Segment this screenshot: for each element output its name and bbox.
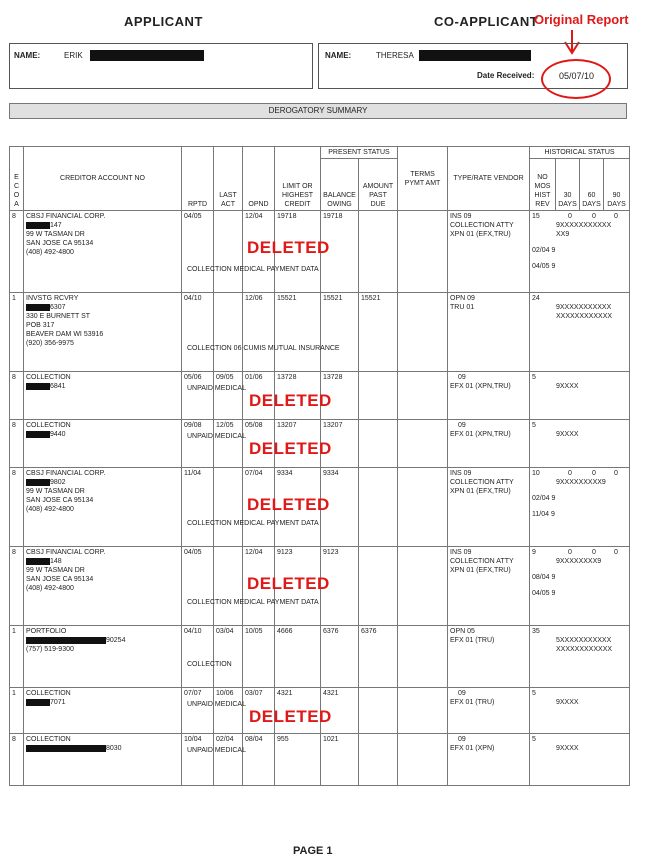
cell-opnd: 08/04 xyxy=(243,734,275,786)
col-present-status: PRESENT STATUS xyxy=(321,147,398,159)
cell-balance: 4321 xyxy=(321,688,359,734)
type-rate-line: INS 09 xyxy=(450,549,472,556)
type-rate-line: 09 xyxy=(458,374,466,381)
cell-last-act xyxy=(214,211,243,293)
cell-last-act: 10/06 xyxy=(214,688,243,734)
col-60-days: 60 DAYS xyxy=(580,159,604,211)
remark-text: COLLECTION 06 CUMIS MUTUAL INSURANCE xyxy=(187,345,340,352)
history-counts: 9 0 0 0 xyxy=(532,549,618,556)
redaction-bar xyxy=(90,50,204,61)
account-number: 8030 xyxy=(26,744,179,753)
remark-text: UNPAID MEDICAL xyxy=(187,433,246,440)
cell-rptd: 04/05 xyxy=(182,211,214,293)
cell-limit: 9123 xyxy=(275,547,321,626)
applicant-box xyxy=(9,43,313,89)
history-grid: 9XXXXXXXXXXX xyxy=(556,222,612,229)
deleted-stamp: DELETED xyxy=(249,439,332,458)
history-counts: 5 xyxy=(532,422,536,429)
cell-type-rate xyxy=(448,688,530,734)
type-rate-line: EFX 01 (TRU) xyxy=(450,699,495,706)
creditor-line: CBSJ FINANCIAL CORP. xyxy=(26,470,106,477)
creditor-line: SAN JOSE CA 95134 xyxy=(26,497,94,504)
table-row xyxy=(10,626,630,688)
cell-rptd: 04/05 xyxy=(182,547,214,626)
cell-ecoa: 8 xyxy=(10,420,24,468)
creditor-line: (408) 492-4800 xyxy=(26,585,74,592)
cell-balance: 9334 xyxy=(321,468,359,547)
cell-opnd: 10/05 xyxy=(243,626,275,688)
cell-limit: 19718 xyxy=(275,211,321,293)
cell-opnd: 01/06 xyxy=(243,372,275,420)
creditor-line: 330 E BURNETT ST xyxy=(26,313,91,320)
cell-ecoa: 1 xyxy=(10,626,24,688)
cell-terms xyxy=(398,420,448,468)
account-number: 147 xyxy=(26,221,179,230)
redaction-bar xyxy=(26,383,50,390)
cell-type-rate xyxy=(448,372,530,420)
type-rate-line: COLLECTION ATTY xyxy=(450,558,514,565)
history-counts: 5 xyxy=(532,736,536,743)
type-rate-line: EFX 01 (TRU) xyxy=(450,637,495,644)
col-amount-past-due: AMOUNT PAST DUE xyxy=(359,159,398,211)
col-no-mos: NO MOS HIST REV xyxy=(530,159,556,211)
cell-opnd: 07/04 xyxy=(243,468,275,547)
history-date: 02/04 9 xyxy=(532,495,556,502)
cell-last-act xyxy=(214,547,243,626)
type-rate-line: XPN 01 (EFX,TRU) xyxy=(450,488,511,495)
cell-last-act: 03/04 xyxy=(214,626,243,688)
creditor-line: (408) 492-4800 xyxy=(26,506,74,513)
coapplicant-title: CO-APPLICANT xyxy=(434,14,539,29)
redaction-bar xyxy=(26,222,50,229)
cell-rptd: 10/04 xyxy=(182,734,214,786)
col-30-days: 30 DAYS xyxy=(556,159,580,211)
col-limit: LIMIT OR HIGHEST CREDIT xyxy=(275,147,321,211)
cell-past-due xyxy=(359,372,398,420)
page-number: PAGE 1 xyxy=(293,845,333,857)
deleted-stamp: DELETED xyxy=(247,574,330,593)
cell-opnd: 12/06 xyxy=(243,293,275,372)
history-counts: 5 xyxy=(532,690,536,697)
history-grid: 5XXXXXXXXXXX xyxy=(556,637,612,644)
section-title: DEROGATORY SUMMARY xyxy=(9,103,627,119)
redaction-bar xyxy=(26,304,50,311)
col-terms: TERMS PYMT AMT xyxy=(398,147,448,211)
history-grid: 9XXXX xyxy=(556,383,579,390)
cell-balance: 6376 xyxy=(321,626,359,688)
coapplicant-name-label: NAME: xyxy=(325,51,352,60)
history-date: 04/05 9 xyxy=(532,263,556,270)
deleted-stamp: DELETED xyxy=(249,391,332,410)
cell-historical xyxy=(530,626,630,688)
cell-terms xyxy=(398,211,448,293)
cell-creditor xyxy=(24,468,182,547)
col-historical-status: HISTORICAL STATUS xyxy=(530,147,630,159)
applicant-title: APPLICANT xyxy=(124,14,203,29)
redaction-bar xyxy=(26,431,50,438)
creditor-line: SAN JOSE CA 95134 xyxy=(26,240,94,247)
cell-type-rate xyxy=(448,293,530,372)
redaction-bar xyxy=(26,699,50,706)
col-type-rate: TYPE/RATE VENDOR xyxy=(448,147,530,211)
cell-rptd: 07/07 xyxy=(182,688,214,734)
cell-opnd: 05/08 xyxy=(243,420,275,468)
date-highlight-circle xyxy=(541,59,611,99)
creditor-line: COLLECTION xyxy=(26,422,71,429)
cell-past-due xyxy=(359,734,398,786)
cell-opnd: 03/07 xyxy=(243,688,275,734)
type-rate-line: 09 xyxy=(458,690,466,697)
original-report-annotation: Original Report xyxy=(534,12,629,27)
cell-ecoa: 8 xyxy=(10,372,24,420)
cell-historical xyxy=(530,468,630,547)
type-rate-line: COLLECTION ATTY xyxy=(450,222,514,229)
creditor-line: COLLECTION xyxy=(26,690,71,697)
cell-type-rate xyxy=(448,468,530,547)
creditor-line: 99 W TASMAN DR xyxy=(26,231,85,238)
history-date: 11/04 9 xyxy=(532,511,555,518)
cell-terms xyxy=(398,293,448,372)
history-grid: 9XXXXXXXXXXX xyxy=(556,304,612,311)
history-date: 04/05 9 xyxy=(532,590,556,597)
creditor-line: COLLECTION xyxy=(26,736,71,743)
creditor-line: PORTFOLIO xyxy=(26,628,67,635)
cell-historical xyxy=(530,688,630,734)
cell-terms xyxy=(398,688,448,734)
date-received: 05/07/10 xyxy=(559,71,595,81)
cell-rptd: 05/06 xyxy=(182,372,214,420)
history-grid: XXXXXXXXXXXX xyxy=(556,313,613,320)
history-date: 08/04 9 xyxy=(532,574,556,581)
cell-type-rate xyxy=(448,734,530,786)
cell-opnd: 12/04 xyxy=(243,547,275,626)
remark-text: COLLECTION MEDICAL PAYMENT DATA xyxy=(187,599,319,606)
cell-historical xyxy=(530,372,630,420)
creditor-line: (757) 519-9300 xyxy=(26,646,74,653)
cell-ecoa: 8 xyxy=(10,211,24,293)
creditor-line: (408) 492-4800 xyxy=(26,249,74,256)
creditor-line: CBSJ FINANCIAL CORP. xyxy=(26,549,106,556)
history-grid: XX9 xyxy=(556,231,570,238)
table-row xyxy=(10,293,630,372)
redaction-bar xyxy=(26,479,50,486)
cell-balance: 1021 xyxy=(321,734,359,786)
remark-text: COLLECTION xyxy=(187,661,232,668)
deleted-stamp: DELETED xyxy=(247,238,330,257)
cell-past-due: 15521 xyxy=(359,293,398,372)
cell-terms xyxy=(398,468,448,547)
cell-opnd: 12/04 xyxy=(243,211,275,293)
account-number: 9802 xyxy=(26,478,179,487)
type-rate-line: 09 xyxy=(458,736,466,743)
type-rate-line: INS 09 xyxy=(450,213,472,220)
cell-terms xyxy=(398,734,448,786)
account-number: 6307 xyxy=(26,303,179,312)
redaction-bar xyxy=(26,637,106,644)
creditor-line: POB 317 xyxy=(26,322,55,329)
cell-past-due xyxy=(359,211,398,293)
cell-past-due xyxy=(359,420,398,468)
creditor-line: 99 W TASMAN DR xyxy=(26,567,85,574)
deleted-stamp: DELETED xyxy=(249,707,332,726)
cell-limit: 15521 xyxy=(275,293,321,372)
cell-ecoa: 1 xyxy=(10,688,24,734)
cell-historical xyxy=(530,211,630,293)
cell-past-due xyxy=(359,547,398,626)
cell-creditor xyxy=(24,211,182,293)
account-number: 6841 xyxy=(26,382,179,391)
cell-historical xyxy=(530,420,630,468)
cell-type-rate xyxy=(448,211,530,293)
cell-type-rate xyxy=(448,626,530,688)
cell-balance: 13728 xyxy=(321,372,359,420)
col-creditor: CREDITOR ACCOUNT NO xyxy=(24,147,182,211)
type-rate-line: OPN 05 xyxy=(450,628,475,635)
cell-ecoa: 8 xyxy=(10,547,24,626)
cell-limit: 13207 xyxy=(275,420,321,468)
account-number: 7071 xyxy=(26,698,179,707)
type-rate-line: EFX 01 (XPN,TRU) xyxy=(450,383,511,390)
cell-last-act: 02/04 xyxy=(214,734,243,786)
type-rate-line: OPN 09 xyxy=(450,295,475,302)
cell-creditor xyxy=(24,372,182,420)
cell-ecoa: 1 xyxy=(10,293,24,372)
cell-limit: 4321 xyxy=(275,688,321,734)
coapplicant-name: THERESA xyxy=(376,51,414,60)
history-counts: 24 xyxy=(532,295,540,302)
cell-creditor xyxy=(24,293,182,372)
creditor-line: SAN JOSE CA 95134 xyxy=(26,576,94,583)
type-rate-line: EFX 01 (XPN) xyxy=(450,745,495,752)
cell-past-due xyxy=(359,688,398,734)
col-ecoa: E C O A xyxy=(10,147,24,211)
type-rate-line: INS 09 xyxy=(450,470,472,477)
type-rate-line: XPN 01 (EFX,TRU) xyxy=(450,567,511,574)
redaction-bar xyxy=(26,558,50,565)
cell-limit: 9334 xyxy=(275,468,321,547)
cell-rptd: 04/10 xyxy=(182,626,214,688)
cell-past-due xyxy=(359,468,398,547)
redaction-bar xyxy=(26,745,106,752)
type-rate-line: EFX 01 (XPN,TRU) xyxy=(450,431,511,438)
col-90-days: 90 DAYS xyxy=(604,159,630,211)
cell-limit: 955 xyxy=(275,734,321,786)
creditor-line: COLLECTION xyxy=(26,374,71,381)
account-number: 9440 xyxy=(26,430,179,439)
col-rptd: RPTD xyxy=(182,147,214,211)
cell-ecoa: 8 xyxy=(10,468,24,547)
cell-type-rate xyxy=(448,547,530,626)
cell-last-act: 12/05 xyxy=(214,420,243,468)
cell-creditor xyxy=(24,734,182,786)
cell-historical xyxy=(530,734,630,786)
cell-terms xyxy=(398,547,448,626)
cell-last-act: 09/05 xyxy=(214,372,243,420)
history-grid: 9XXXX xyxy=(556,431,579,438)
col-balance: BALANCE OWING xyxy=(321,159,359,211)
creditor-line: INVSTG RCVRY xyxy=(26,295,79,302)
history-counts: 5 xyxy=(532,374,536,381)
cell-limit: 13728 xyxy=(275,372,321,420)
cell-type-rate xyxy=(448,420,530,468)
cell-balance: 9123 xyxy=(321,547,359,626)
table-row xyxy=(10,734,630,786)
cell-balance: 19718 xyxy=(321,211,359,293)
cell-ecoa: 8 xyxy=(10,734,24,786)
cell-historical xyxy=(530,547,630,626)
deleted-stamp: DELETED xyxy=(247,495,330,514)
cell-rptd: 04/10 xyxy=(182,293,214,372)
date-received-label: Date Received: xyxy=(477,71,535,80)
remark-text: UNPAID MEDICAL xyxy=(187,747,246,754)
col-last-act: LAST ACT xyxy=(214,147,243,211)
cell-creditor xyxy=(24,626,182,688)
applicant-name: ERIK xyxy=(64,51,83,60)
creditor-line: BEAVER DAM WI 53916 xyxy=(26,331,104,338)
creditor-line: 99 W TASMAN DR xyxy=(26,488,85,495)
col-opnd: OPND xyxy=(243,147,275,211)
type-rate-line: 09 xyxy=(458,422,466,429)
history-counts: 35 xyxy=(532,628,540,635)
redaction-bar xyxy=(419,50,531,61)
cell-terms xyxy=(398,626,448,688)
history-date: 02/04 9 xyxy=(532,247,556,254)
cell-creditor xyxy=(24,420,182,468)
cell-creditor xyxy=(24,688,182,734)
cell-last-act xyxy=(214,468,243,547)
remark-text: UNPAID MEDICAL xyxy=(187,701,246,708)
account-number: 148 xyxy=(26,557,179,566)
history-grid: 9XXXX xyxy=(556,699,579,706)
cell-creditor xyxy=(24,547,182,626)
history-grid: XXXXXXXXXXXX xyxy=(556,646,613,653)
account-number: 90254 xyxy=(26,636,179,645)
cell-balance: 13207 xyxy=(321,420,359,468)
cell-rptd: 11/04 xyxy=(182,468,214,547)
remark-text: COLLECTION MEDICAL PAYMENT DATA xyxy=(187,520,319,527)
cell-historical xyxy=(530,293,630,372)
cell-rptd: 09/08 xyxy=(182,420,214,468)
history-counts: 10 0 0 0 xyxy=(532,470,618,477)
remark-text: UNPAID MEDICAL xyxy=(187,385,246,392)
remark-text: COLLECTION MEDICAL PAYMENT DATA xyxy=(187,266,319,273)
cell-past-due: 6376 xyxy=(359,626,398,688)
history-counts: 15 0 0 0 xyxy=(532,213,618,220)
type-rate-line: TRU 01 xyxy=(450,304,475,311)
cell-last-act xyxy=(214,293,243,372)
applicant-name-label: NAME: xyxy=(14,51,41,60)
history-grid: 9XXXX xyxy=(556,745,579,752)
creditor-line: (920) 356-9975 xyxy=(26,340,74,347)
cell-limit: 4666 xyxy=(275,626,321,688)
creditor-line: CBSJ FINANCIAL CORP. xyxy=(26,213,106,220)
history-grid: 9XXXXXXXX9 xyxy=(556,558,602,565)
cell-balance: 15521 xyxy=(321,293,359,372)
type-rate-line: COLLECTION ATTY xyxy=(450,479,514,486)
history-grid: 9XXXXXXXXX9 xyxy=(556,479,606,486)
type-rate-line: XPN 01 (EFX,TRU) xyxy=(450,231,511,238)
cell-terms xyxy=(398,372,448,420)
